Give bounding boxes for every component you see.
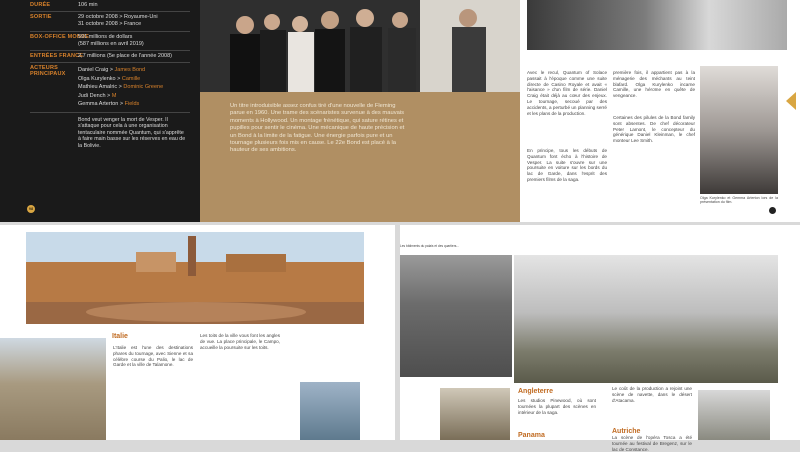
cast-entry: Judi Dench > M — [78, 92, 117, 99]
row-label: ENTRÉES FRANCE — [30, 53, 84, 59]
row-label: SORTIE — [30, 14, 52, 20]
row-value: 29 octobre 2008 > Royaume-Uni 31 octobre 2008 > France — [78, 14, 158, 27]
building-photo — [698, 390, 770, 440]
ruins-photo — [514, 255, 778, 383]
synopsis: Bond veut venger la mort de Vesper. Il s'attaque pour cela à une organisation tentaculaire nommée Quantum, qui s'apprête à faire main basse sur les réserves en eau de la Bolivie. — [78, 117, 186, 149]
photo-caption: Un titre introduisible assez confus tiré d'une nouvelle de Fleming parue en 1960. Une trame des scénaristes survenue à des mauvais moments à Hollywood. Un montage frénétique, qui sature rétines et pupilles pour sentir le cinéma. Une mécanique de haute précision et un Bond à la limite de la fatigue. Une énergie parfois pure et un tournage plusieurs fois mis en cause. Le 22e Bond est placé à la hauteur de ses ambitions. — [230, 103, 405, 154]
premiere-photo — [200, 0, 520, 92]
siena-panorama — [26, 232, 364, 324]
cast-entry: Daniel Craig > James Bond — [78, 67, 146, 73]
page-number — [769, 207, 776, 214]
cast-entry: Mathieu Amalric > Dominic Greene — [78, 84, 164, 90]
cast-label: ACTEURS PRINCIPAUX — [30, 65, 66, 77]
section-heading: Panama — [518, 432, 545, 439]
bay-photo — [300, 382, 360, 440]
section-heading: Autriche — [612, 428, 641, 435]
text-column: En principe, tous les débuts de Quantum font écho à l'histoire de Vesper. La suite s'ouvre sur une poursuite en voiture sur les bords du lac de Garde, dans l'esprit des premiers films de la saga. — [527, 148, 607, 182]
studio-photo — [440, 388, 510, 440]
text-column: Les studios Pinewood, où sont tournées la plupart des scènes en intérieur de la saga. — [518, 398, 596, 415]
bridge-photo — [400, 255, 512, 377]
photo-caption: Les bâtiments du palais et des quartiers... — [400, 244, 460, 248]
text-column: Certaines des pilules de la Bond family sont absentes. De chef décorateur Peter Lamont, le concepteur du générique Daniel Kleinman, le chef monteur Lee Smith. — [613, 115, 695, 144]
divider — [30, 50, 190, 51]
text-column: première fois, il appartient pas à la ménagerie des méchants au teint blafard. Olga Kurylenko incarne Camille, une héroïne en quête de vengeance. — [613, 70, 695, 99]
photo-credit: Olga Kurylenko et Gemma Arterton lors de la présentation du film. — [700, 196, 778, 205]
city-photo — [0, 338, 106, 440]
text-column: Avec le recul, Quantum of Solace passait à l'époque comme une suite directe de Casino Royale et avait « l'aisance » d'un film de série. Daniel Craig était déjà au cœur des enjeux. Le tournage, secoué par des accidents, a perturbé un planning serré et les plans de la production. — [527, 70, 607, 116]
row-value: 2,7 millions (5e place de l'année 2008) — [78, 53, 172, 59]
cast-list — [78, 67, 193, 108]
page-number: 98 — [28, 206, 34, 211]
section-heading: Angleterre — [518, 388, 554, 395]
film-info-page — [0, 0, 200, 222]
premiere-photo-graphic — [200, 0, 520, 92]
next-page-arrow-icon[interactable] — [786, 92, 796, 110]
divider — [30, 112, 190, 113]
poster-photo — [527, 0, 787, 50]
cast-entry: Olga Kurylenko > Camille — [78, 75, 141, 82]
text-column: Le coût de la production a rejoint une scène de navette, dans le désert d'Atacama. — [612, 386, 692, 403]
text-column: Les toits de la ville vous font les angles de vue. La place principale, le Campo, accueille la poursuite sur les toits. — [200, 333, 280, 350]
text-column: L'Italie est l'une des destinations phares du tournage, avec Sienne et sa célèbre course du Palio, le lac de Garde et la ville de Talamone. — [113, 345, 193, 368]
divider — [30, 31, 190, 32]
cast-entry: Gemma Arterton > Fields — [78, 101, 140, 107]
section-heading: Italie — [112, 333, 128, 340]
row-label: BOX-OFFICE MONDE — [30, 34, 90, 40]
row-value: 591 millions de dollars (587 millions en avril 2019) — [78, 34, 144, 47]
siena-panorama-graphic — [26, 232, 364, 324]
actresses-photo — [700, 66, 778, 194]
divider — [30, 62, 190, 63]
text-column: La scène de l'opéra Tosca a été tournée au festival de Bregenz, sur le lac de Constance. — [612, 435, 692, 452]
row-label: DURÉE — [30, 2, 51, 8]
divider — [30, 11, 190, 12]
row-value: 106 min — [78, 2, 98, 8]
